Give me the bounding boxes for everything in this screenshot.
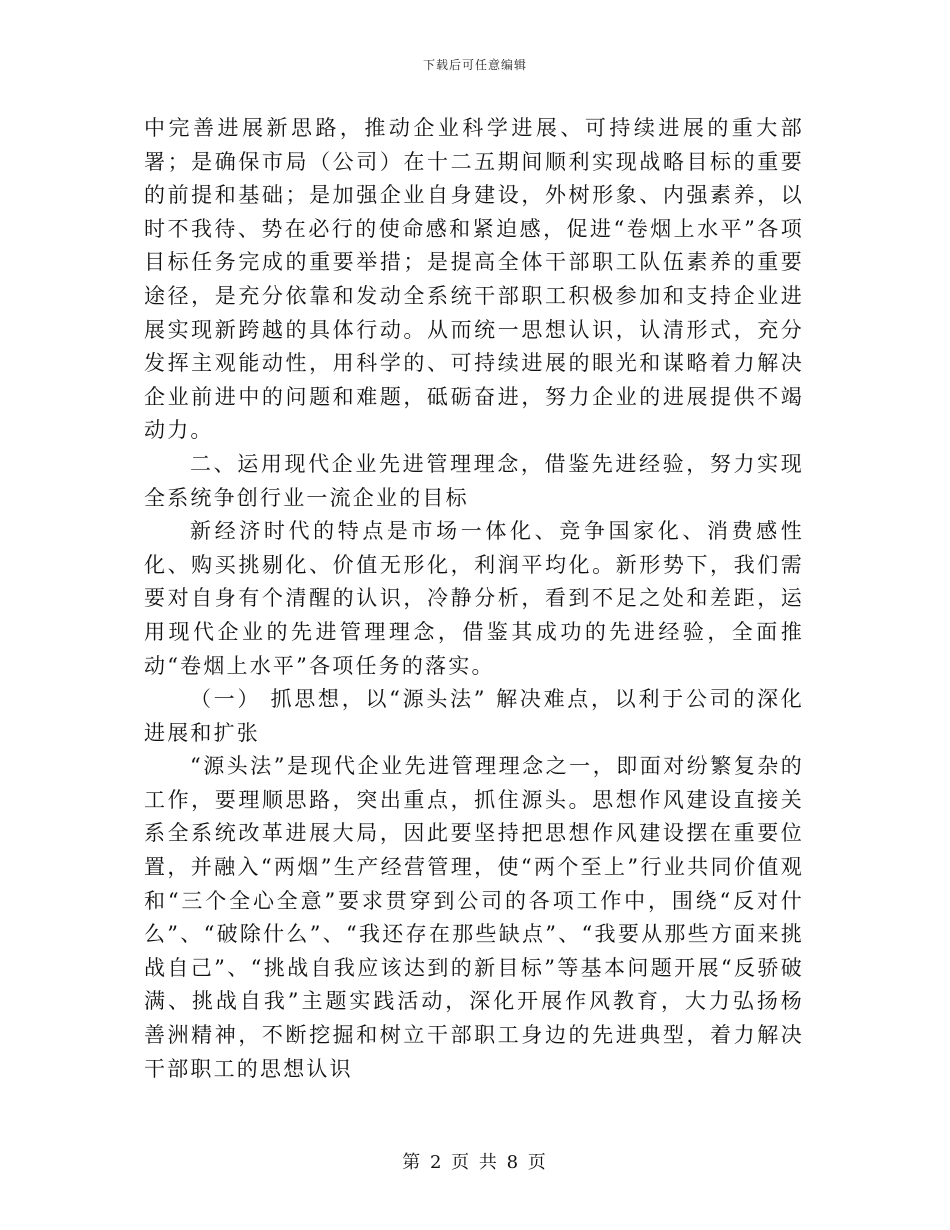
paragraph-continuation: 中完善进展新思路，推动企业科学进展、可持续进展的重大部署；是确保市局（公司）在十二五期间顺利实现战略目标的重要的前提和基础；是加强企业自身建设，外树形象、内强素养，以时不我待、势在必行的使命感和紧迫感，促进“卷烟上水平”各项目标任务完成的重要举措；是提高全体干部职工队伍素养的重要途径，是充分依靠和发动全系统干部职工积极参加和支持企业进展实现新跨越的具体行动。从而统一思想认识，认清形式，充分发挥主观能动性，用科学的、可持续进展的眼光和谋略着力解决企业前进中的问题和难题，砥砺奋进，努力企业的进展提供不竭动力。 [144,116,804,443]
paragraph: “源头法”是现代企业先进管理理念之一，即面对纷繁复杂的工作，要理顺思路，突出重点，抓住源头。思想作风建设直接关系全系统改革进展大局，因此要坚持把思想作风建设摆在重要位置，并融入“两烟”生产经营管理，使“两个至上”行业共同价值观和“三个全心全意”要求贯穿到公司的各项工作中，围绕“反对什么”、“破除什么”、“我还存在那些缺点”、“我要从那些方面来挑战自己”、“挑战自我应该达到的新目标”等基本问题开展“反骄破满、挑战自我”主题实践活动，深化开展作风教育，大力弘扬杨善洲精神，不断挖掘和树立干部职工身边的先进典型，着力解决干部职工的思想认识 [144,754,804,1081]
subsection-heading: （一） 抓思想，以“源头法” 解决难点，以利于公司的深化进展和扩张 [144,687,804,745]
header-note: 下载后可任意编辑 [422,58,527,72]
page-number-footer: 第 2 页 共 8 页 [402,1152,548,1173]
paragraph: 新经济时代的特点是市场一体化、竞争国家化、消费感性化、购买挑剔化、价值无形化，利润平均化。新形势下，我们需要对自身有个清醒的认识，冷静分析，看到不足之处和差距，运用现代企业的先进管理理念，借鉴其成功的先进经验，全面推动“卷烟上水平”各项任务的落实。 [144,519,804,678]
section-heading: 二、运用现代企业先进管理理念，借鉴先进经验，努力实现全系统争创行业一流企业的目标 [144,451,804,510]
document-body [144,112,804,1086]
